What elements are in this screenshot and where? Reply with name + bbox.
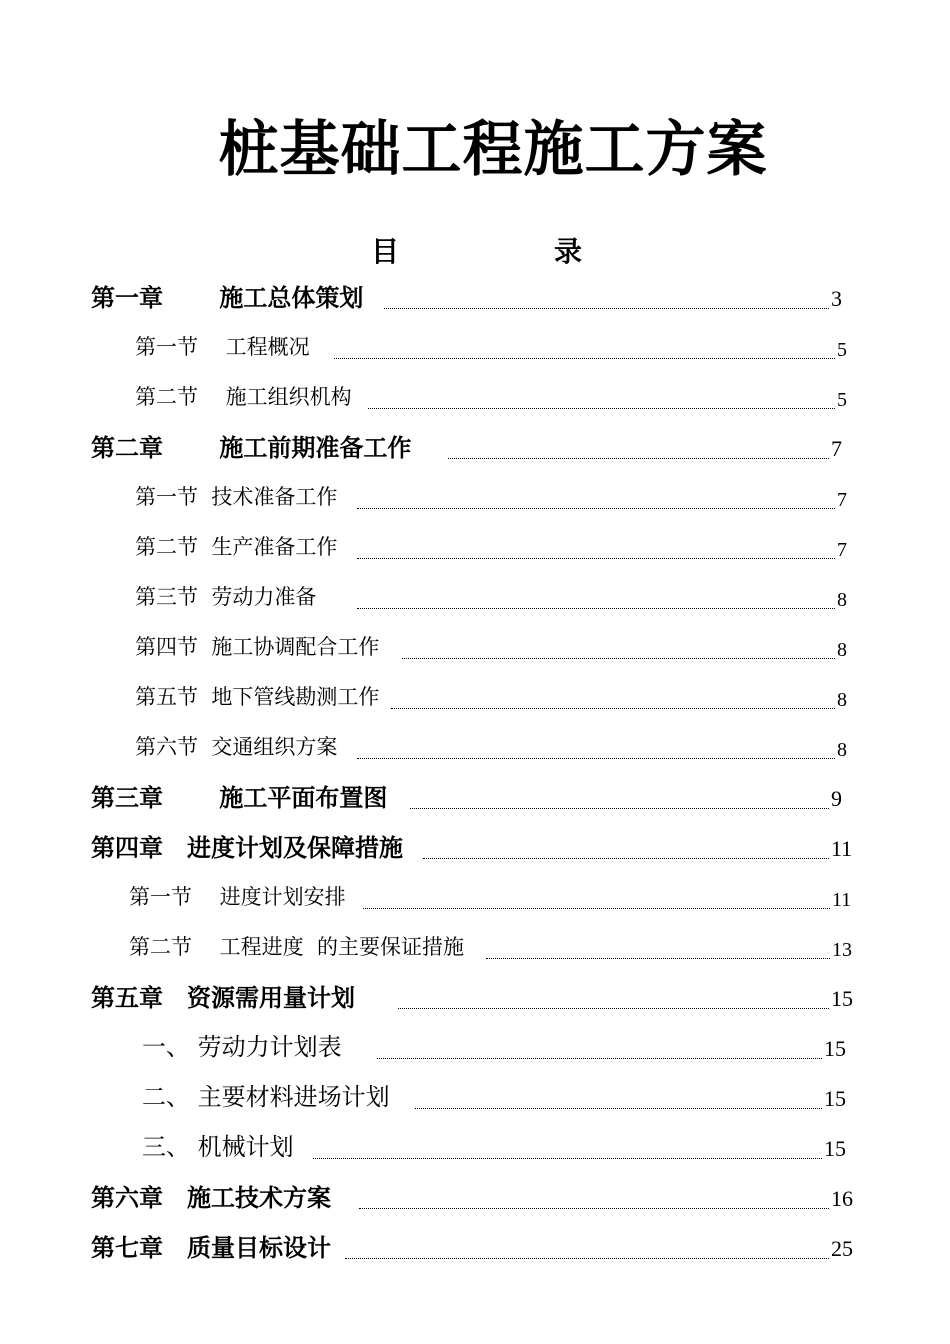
toc-section[interactable] xyxy=(0,934,950,974)
toc-leader xyxy=(486,958,830,959)
toc-section[interactable] xyxy=(0,884,950,924)
toc-item[interactable] xyxy=(0,1034,950,1074)
toc-leader xyxy=(357,508,835,509)
toc-heading-char-1: 目 xyxy=(371,235,400,268)
toc-entry-label: 第一节 进度计划安排 xyxy=(129,885,346,909)
toc-page-number: 25 xyxy=(831,1236,853,1261)
toc-leader xyxy=(357,558,835,559)
toc-chapter-7[interactable] xyxy=(0,1234,950,1274)
toc-page-number: 7 xyxy=(837,539,847,561)
toc-heading-char-2: 录 xyxy=(554,235,583,268)
toc-leader xyxy=(359,1208,829,1209)
toc-page-number: 16 xyxy=(831,1186,853,1211)
toc-leader xyxy=(423,858,829,859)
toc-entry-label: 第六节 交通组织方案 xyxy=(135,735,338,759)
toc-page-number: 11 xyxy=(832,889,852,911)
toc-entry-label: 第二章 施工前期准备工作 xyxy=(91,433,412,462)
toc-page-number: 13 xyxy=(832,939,852,961)
toc-section[interactable] xyxy=(0,484,950,524)
toc-section[interactable] xyxy=(0,384,950,424)
toc-chapter-4[interactable] xyxy=(0,834,950,874)
toc-entry-label: 第五节 地下管线勘测工作 xyxy=(135,685,380,709)
toc-chapter-3[interactable] xyxy=(0,784,950,824)
toc-leader xyxy=(415,1108,822,1109)
toc-page-number: 9 xyxy=(831,786,842,811)
toc-entry-label: 第四节 施工协调配合工作 xyxy=(135,635,380,659)
toc-page-number: 3 xyxy=(831,286,842,311)
toc-entry-label: 第一章 施工总体策划 xyxy=(91,283,364,312)
toc-leader xyxy=(334,358,835,359)
toc-page-number: 7 xyxy=(837,489,847,511)
toc-entry-label: 第一节 工程概况 xyxy=(135,335,310,359)
toc-page-number: 5 xyxy=(837,339,847,361)
toc-section[interactable] xyxy=(0,534,950,574)
toc-entry-label: 第三节 劳动力准备 xyxy=(135,585,317,609)
toc-leader xyxy=(448,458,829,459)
toc-entry-label: 第二节 施工组织机构 xyxy=(135,385,352,409)
toc-leader xyxy=(357,608,835,609)
toc-leader xyxy=(368,408,835,409)
toc-leader xyxy=(313,1158,822,1159)
toc-heading xyxy=(0,230,950,270)
toc-entry-label: 一、 劳动力计划表 xyxy=(142,1033,342,1061)
toc-page-number: 15 xyxy=(824,1136,846,1161)
toc-section[interactable] xyxy=(0,684,950,724)
toc-page-number: 11 xyxy=(831,836,853,861)
toc-section[interactable] xyxy=(0,634,950,674)
toc-page-number: 7 xyxy=(831,436,842,461)
toc-chapter-2[interactable] xyxy=(0,434,950,474)
toc-entry-label: 第一节 技术准备工作 xyxy=(135,485,338,509)
toc-leader xyxy=(377,1058,822,1059)
toc-leader xyxy=(410,808,829,809)
toc-entry-label: 第六章 施工技术方案 xyxy=(91,1183,331,1212)
toc-leader xyxy=(391,708,835,709)
toc-section[interactable] xyxy=(0,734,950,774)
toc-page-number: 8 xyxy=(837,689,847,711)
toc-page-number: 15 xyxy=(831,986,853,1011)
toc-item[interactable] xyxy=(0,1084,950,1124)
toc-leader xyxy=(357,758,835,759)
toc-page-number: 8 xyxy=(837,739,847,761)
toc-entry-label: 第四章 进度计划及保障措施 xyxy=(91,833,403,862)
toc-page-number: 8 xyxy=(837,639,847,661)
toc-section[interactable] xyxy=(0,584,950,624)
toc-page-number: 15 xyxy=(824,1036,846,1061)
toc-page-number: 5 xyxy=(837,389,847,411)
toc-page-number: 8 xyxy=(837,589,847,611)
toc-chapter-1[interactable] xyxy=(0,284,950,324)
toc-entry-label: 第三章 施工平面布置图 xyxy=(91,783,388,812)
toc-leader xyxy=(402,658,835,659)
toc-item[interactable] xyxy=(0,1134,950,1174)
toc-entry-label: 第五章 资源需用量计划 xyxy=(91,983,355,1012)
toc-leader xyxy=(345,1258,829,1259)
toc-page-number: 15 xyxy=(824,1086,846,1111)
toc-entry-label: 三、 机械计划 xyxy=(142,1133,294,1161)
toc-entry-label: 二、 主要材料进场计划 xyxy=(142,1083,390,1111)
toc-entry-label: 第七章 质量目标设计 xyxy=(91,1233,331,1262)
toc-section[interactable] xyxy=(0,334,950,374)
toc-leader xyxy=(384,308,829,309)
toc-chapter-5[interactable] xyxy=(0,984,950,1024)
toc-leader xyxy=(398,1008,829,1009)
toc-entry-label: 第二节 生产准备工作 xyxy=(135,535,338,559)
toc-chapter-6[interactable] xyxy=(0,1184,950,1224)
document-title: 桩基础工程施工方案 xyxy=(218,115,768,185)
toc-leader xyxy=(363,908,830,909)
toc-entry-label: 第二节 工程进度 的主要保证措施 xyxy=(129,935,465,959)
